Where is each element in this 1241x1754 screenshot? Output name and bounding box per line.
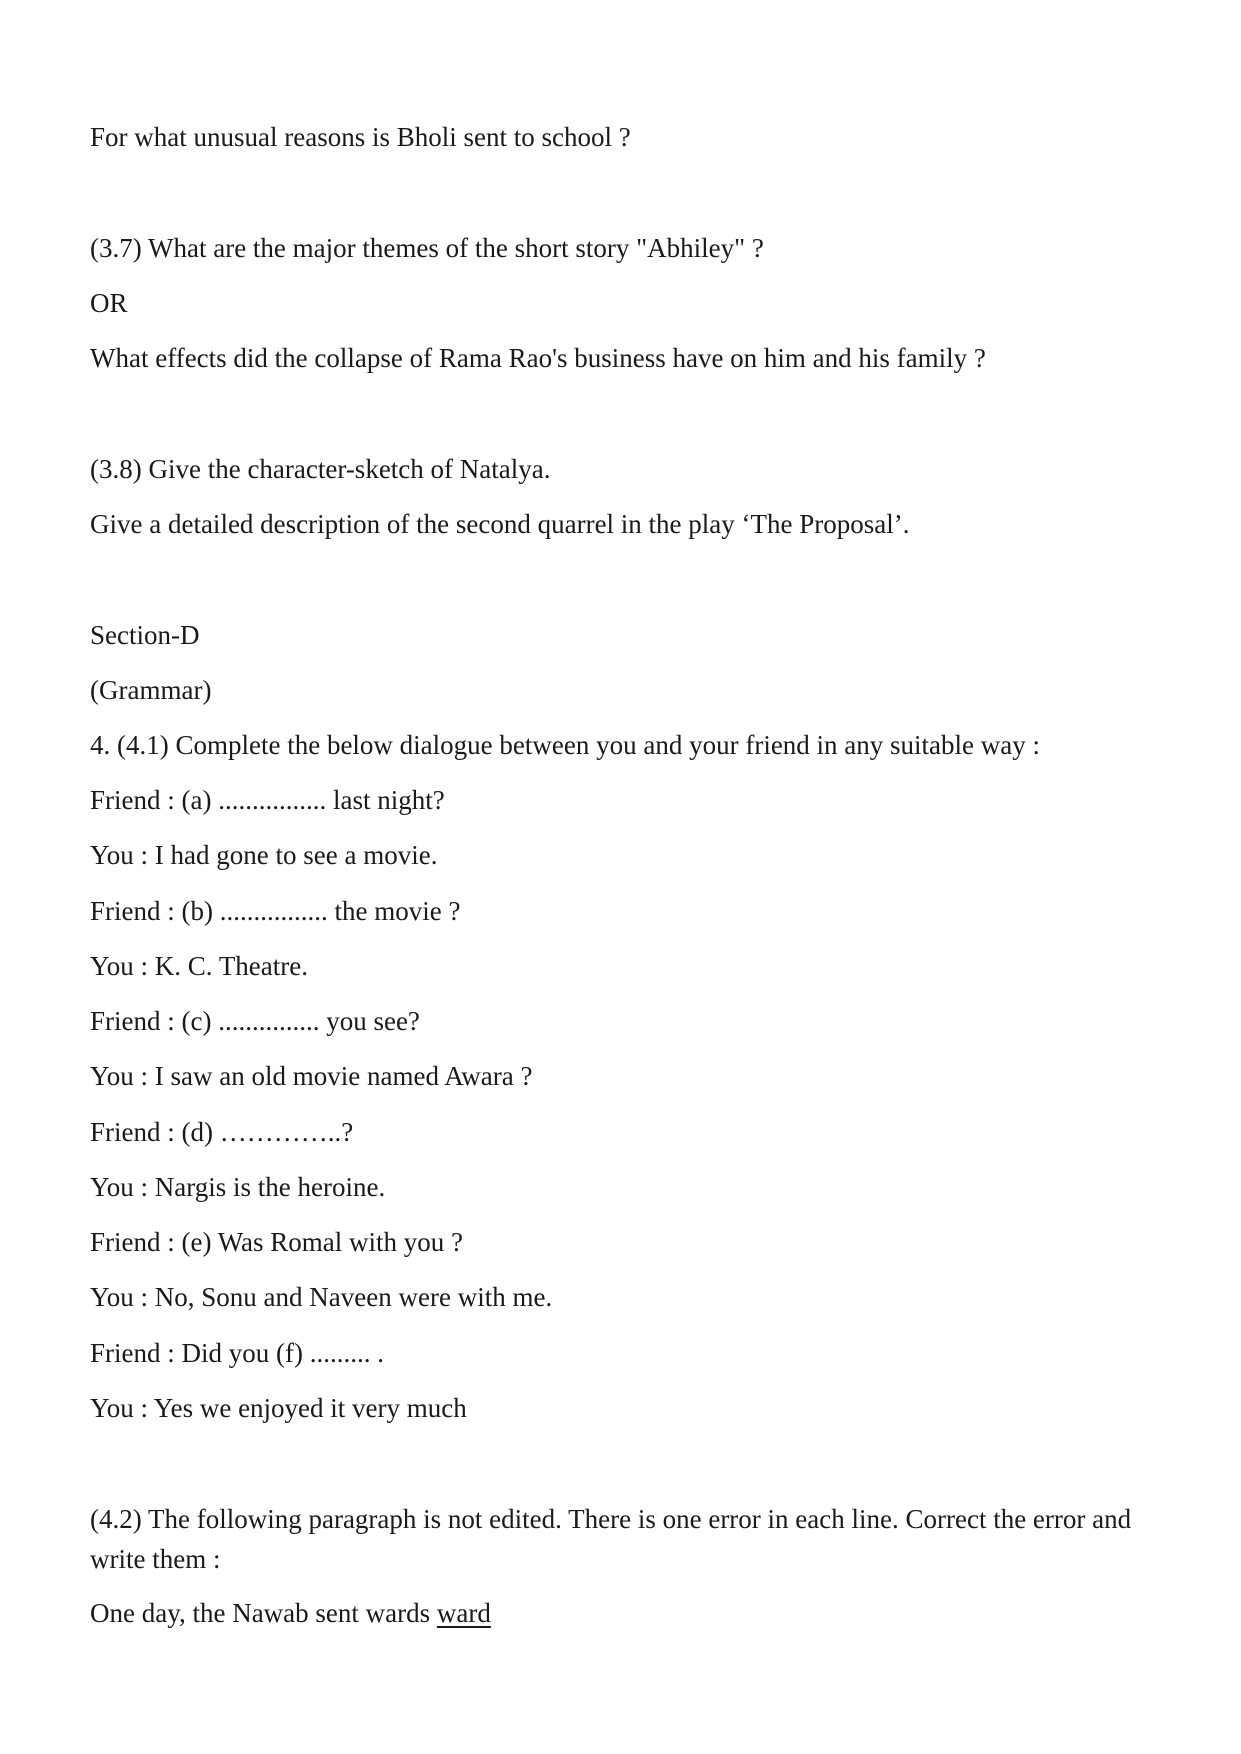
dialogue-line: You : K. C. Theatre. [90, 951, 309, 981]
question-3-7-alternative: What effects did the collapse of Rama Rao's business have on him and his family ? [90, 343, 986, 373]
section-subheading: (Grammar) [90, 675, 212, 705]
question-3-7: (3.7) What are the major themes of the short story "Abhiley" ? [90, 233, 764, 263]
or-separator: OR [90, 288, 128, 318]
dialogue-line: You : No, Sonu and Naveen were with me. [90, 1282, 553, 1312]
dialogue-line: Friend : (d) …………..? [90, 1117, 354, 1147]
question-3-6-alternative: For what unusual reasons is Bholi sent to school ? [90, 122, 631, 152]
dialogue-line: You : I saw an old movie named Awara ? [90, 1061, 533, 1091]
question-3-8: (3.8) Give the character-sketch of Natalya. [90, 454, 551, 484]
dialogue-line: Friend : (a) ................ last night? [90, 785, 445, 815]
dialogue-line: Friend : (b) ................ the movie ? [90, 896, 461, 926]
editing-line-text: One day, the Nawab sent wards [90, 1598, 431, 1628]
question-4-2: (4.2) The following paragraph is not edited. There is one error in each line. Correct the error and write them : [90, 1504, 1132, 1574]
editing-line-1 [90, 1593, 491, 1633]
dialogue-line: You : Nargis is the heroine. [90, 1172, 386, 1202]
dialogue-line: You : Yes we enjoyed it very much [90, 1393, 467, 1423]
question-3-8-alternative: Give a detailed description of the second quarrel in the play ‘The Proposal’. [90, 509, 910, 539]
dialogue-line: Friend : (c) ............... you see? [90, 1006, 420, 1036]
dialogue-line: You : I had gone to see a movie. [90, 840, 438, 870]
dialogue-line: Friend : (e) Was Romal with you ? [90, 1227, 464, 1257]
question-4-1: 4. (4.1) Complete the below dialogue between you and your friend in any suitable way : [90, 730, 1040, 760]
section-heading: Section-D [90, 620, 200, 650]
editing-answer: ward [436, 1598, 491, 1628]
dialogue-line: Friend : Did you (f) ......... . [90, 1338, 384, 1368]
